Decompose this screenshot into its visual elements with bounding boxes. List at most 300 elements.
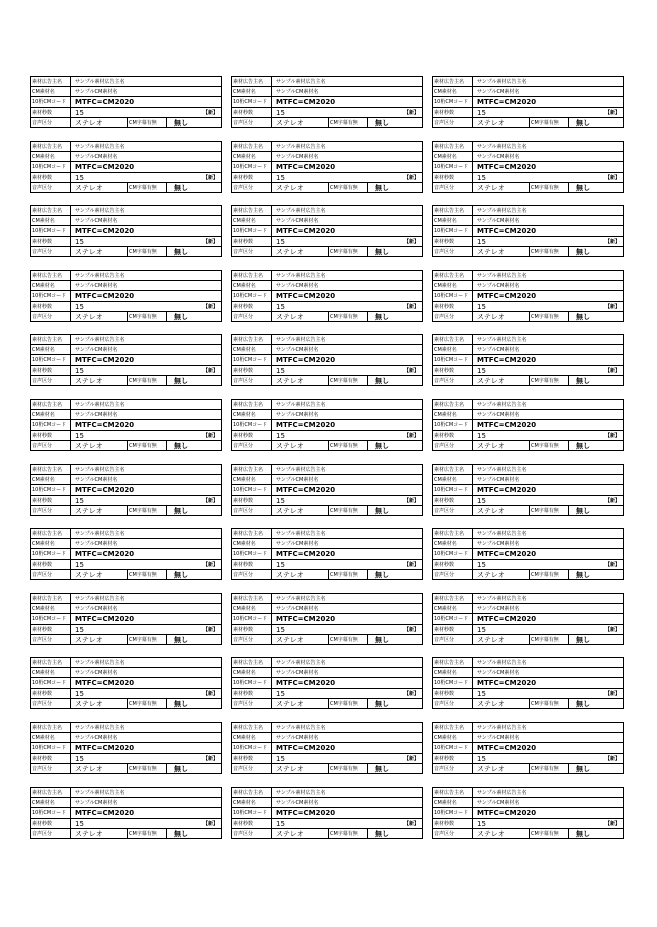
code-value: MTFC=CM2020 — [276, 98, 336, 106]
seconds-key: 素材秒数 — [232, 108, 272, 117]
new-tag: 【新】 — [202, 368, 218, 374]
audio-value: ステレオ — [276, 700, 304, 708]
caption-key: CM字幕有無 — [529, 635, 569, 645]
seconds-row — [433, 754, 623, 764]
code-row — [433, 549, 623, 560]
material-name-key: CM素材名 — [31, 604, 71, 613]
audio-value: ステレオ — [75, 830, 103, 838]
seconds-value: 15 — [477, 109, 486, 117]
seconds-key: 素材秒数 — [31, 431, 71, 440]
audio-row — [232, 183, 422, 193]
advertiser-value: サンプル素材広告主名 — [75, 725, 125, 731]
code-row — [232, 678, 422, 689]
material-name-row — [433, 733, 623, 743]
audio-key: 音声区分 — [31, 764, 71, 774]
seconds-value: 15 — [75, 174, 84, 182]
audio-row — [433, 635, 623, 645]
audio-key: 音声区分 — [232, 247, 272, 257]
advertiser-value: サンプル素材広告主名 — [276, 725, 326, 731]
material-name-value: サンプルCM素材名 — [276, 800, 319, 806]
advertiser-row — [31, 271, 221, 281]
advertiser-key: 素材広告主名 — [232, 594, 272, 603]
material-label — [432, 334, 624, 386]
advertiser-row — [433, 529, 623, 539]
material-name-value: サンプルCM素材名 — [276, 606, 319, 612]
material-label — [432, 464, 624, 516]
code-key: 10桁CMコード — [232, 97, 272, 107]
material-name-value: サンプルCM素材名 — [477, 347, 520, 353]
code-value: MTFC=CM2020 — [276, 227, 336, 235]
audio-row — [31, 376, 221, 386]
advertiser-key: 素材広告主名 — [31, 788, 71, 797]
advertiser-row — [31, 77, 221, 87]
caption-key: CM字幕有無 — [529, 312, 569, 322]
seconds-key: 素材秒数 — [232, 431, 272, 440]
advertiser-key: 素材広告主名 — [433, 465, 473, 474]
audio-key: 音声区分 — [232, 829, 272, 839]
caption-key: CM字幕有無 — [328, 829, 368, 839]
advertiser-row — [232, 142, 422, 152]
code-key: 10桁CMコード — [232, 162, 272, 172]
material-name-key: CM素材名 — [31, 345, 71, 354]
seconds-row — [232, 754, 422, 764]
code-key: 10桁CMコード — [31, 291, 71, 301]
code-row — [433, 808, 623, 819]
caption-value: 無し — [576, 377, 590, 385]
seconds-key: 素材秒数 — [31, 108, 71, 117]
advertiser-row — [232, 529, 422, 539]
advertiser-key: 素材広告主名 — [232, 788, 272, 797]
audio-row — [232, 441, 422, 451]
advertiser-row — [232, 658, 422, 668]
code-key: 10桁CMコード — [31, 743, 71, 753]
code-row — [31, 291, 221, 302]
code-value: MTFC=CM2020 — [276, 292, 336, 300]
material-label — [30, 528, 222, 580]
material-name-key: CM素材名 — [433, 87, 473, 96]
advertiser-value: サンプル素材広告主名 — [75, 144, 125, 150]
code-value: MTFC=CM2020 — [276, 356, 336, 364]
seconds-value: 15 — [477, 820, 486, 828]
caption-value: 無し — [174, 765, 188, 773]
advertiser-value: サンプル素材広告主名 — [477, 337, 527, 343]
seconds-value: 15 — [75, 626, 84, 634]
advertiser-key: 素材広告主名 — [232, 271, 272, 280]
seconds-key: 素材秒数 — [31, 237, 71, 246]
seconds-row — [31, 496, 221, 506]
new-tag: 【新】 — [202, 821, 218, 827]
advertiser-row — [232, 788, 422, 798]
code-key: 10桁CMコード — [433, 355, 473, 365]
audio-row — [433, 247, 623, 257]
caption-key: CM字幕有無 — [529, 118, 569, 128]
seconds-key: 素材秒数 — [433, 560, 473, 569]
caption-key: CM字幕有無 — [529, 441, 569, 451]
code-value: MTFC=CM2020 — [75, 421, 135, 429]
code-value: MTFC=CM2020 — [477, 550, 537, 558]
advertiser-row — [232, 465, 422, 475]
advertiser-row — [232, 206, 422, 216]
audio-key: 音声区分 — [433, 764, 473, 774]
code-row — [433, 162, 623, 173]
material-name-key: CM素材名 — [232, 87, 272, 96]
caption-value: 無し — [375, 377, 389, 385]
material-name-key: CM素材名 — [31, 281, 71, 290]
seconds-value: 15 — [477, 174, 486, 182]
seconds-key: 素材秒数 — [31, 625, 71, 634]
audio-row — [31, 699, 221, 709]
seconds-key: 素材秒数 — [433, 625, 473, 634]
caption-value: 無し — [174, 248, 188, 256]
material-label — [231, 205, 423, 257]
material-name-key: CM素材名 — [232, 539, 272, 548]
code-value: MTFC=CM2020 — [75, 227, 135, 235]
code-row — [31, 549, 221, 560]
audio-value: ステレオ — [75, 571, 103, 579]
material-label — [432, 141, 624, 193]
seconds-value: 15 — [477, 626, 486, 634]
advertiser-row — [31, 594, 221, 604]
audio-key: 音声区分 — [31, 570, 71, 580]
material-name-key: CM素材名 — [31, 216, 71, 225]
advertiser-row — [433, 594, 623, 604]
new-tag: 【新】 — [604, 304, 620, 310]
material-name-row — [31, 798, 221, 808]
advertiser-row — [31, 788, 221, 798]
audio-key: 音声区分 — [31, 829, 71, 839]
audio-key: 音声区分 — [433, 699, 473, 709]
material-name-row — [232, 668, 422, 678]
seconds-key: 素材秒数 — [433, 689, 473, 698]
material-name-row — [232, 475, 422, 485]
caption-key: CM字幕有無 — [328, 570, 368, 580]
code-value: MTFC=CM2020 — [75, 744, 135, 752]
material-name-value: サンプルCM素材名 — [276, 477, 319, 483]
audio-row — [433, 829, 623, 839]
seconds-value: 15 — [477, 432, 486, 440]
seconds-row — [31, 625, 221, 635]
audio-value: ステレオ — [75, 700, 103, 708]
code-value: MTFC=CM2020 — [477, 809, 537, 817]
material-name-value: サンプルCM素材名 — [75, 541, 118, 547]
seconds-key: 素材秒数 — [232, 173, 272, 182]
audio-value: ステレオ — [276, 571, 304, 579]
material-label — [30, 464, 222, 516]
caption-key: CM字幕有無 — [127, 312, 167, 322]
caption-value: 無し — [375, 248, 389, 256]
seconds-row — [232, 173, 422, 183]
code-key: 10桁CMコード — [31, 420, 71, 430]
seconds-value: 15 — [75, 432, 84, 440]
material-name-key: CM素材名 — [31, 733, 71, 742]
audio-value: ステレオ — [75, 313, 103, 321]
audio-value: ステレオ — [276, 765, 304, 773]
audio-key: 音声区分 — [232, 441, 272, 451]
material-name-row — [232, 345, 422, 355]
material-name-value: サンプルCM素材名 — [276, 89, 319, 95]
advertiser-value: サンプル素材広告主名 — [276, 790, 326, 796]
audio-value: ステレオ — [477, 248, 505, 256]
caption-value: 無し — [375, 119, 389, 127]
seconds-row — [31, 754, 221, 764]
caption-value: 無し — [375, 313, 389, 321]
code-row — [31, 808, 221, 819]
audio-row — [232, 699, 422, 709]
seconds-key: 素材秒数 — [433, 366, 473, 375]
code-row — [31, 226, 221, 237]
seconds-key: 素材秒数 — [433, 819, 473, 828]
advertiser-row — [232, 335, 422, 345]
caption-key: CM字幕有無 — [328, 441, 368, 451]
advertiser-row — [433, 271, 623, 281]
audio-value: ステレオ — [276, 830, 304, 838]
seconds-key: 素材秒数 — [433, 237, 473, 246]
material-label — [231, 528, 423, 580]
material-name-value: サンプルCM素材名 — [276, 541, 319, 547]
seconds-key: 素材秒数 — [433, 754, 473, 763]
material-name-key: CM素材名 — [31, 539, 71, 548]
audio-key: 音声区分 — [31, 376, 71, 386]
advertiser-value: サンプル素材広告主名 — [75, 208, 125, 214]
new-tag: 【新】 — [202, 175, 218, 181]
material-name-key: CM素材名 — [433, 475, 473, 484]
material-name-key: CM素材名 — [433, 539, 473, 548]
advertiser-value: サンプル素材広告主名 — [276, 273, 326, 279]
advertiser-value: サンプル素材広告主名 — [477, 531, 527, 537]
audio-value: ステレオ — [276, 442, 304, 450]
audio-key: 音声区分 — [433, 441, 473, 451]
seconds-key: 素材秒数 — [31, 366, 71, 375]
caption-key: CM字幕有無 — [127, 247, 167, 257]
code-key: 10桁CMコード — [433, 162, 473, 172]
audio-value: ステレオ — [477, 184, 505, 192]
advertiser-key: 素材広告主名 — [31, 723, 71, 732]
caption-key: CM字幕有無 — [328, 247, 368, 257]
caption-value: 無し — [576, 442, 590, 450]
seconds-value: 15 — [276, 626, 285, 634]
audio-row — [232, 376, 422, 386]
seconds-row — [232, 108, 422, 118]
code-value: MTFC=CM2020 — [276, 163, 336, 171]
code-key: 10桁CMコード — [232, 485, 272, 495]
material-name-row — [31, 152, 221, 162]
advertiser-key: 素材広告主名 — [31, 594, 71, 603]
audio-value: ステレオ — [477, 571, 505, 579]
code-value: MTFC=CM2020 — [276, 679, 336, 687]
seconds-value: 15 — [276, 174, 285, 182]
seconds-row — [31, 689, 221, 699]
material-name-value: サンプルCM素材名 — [477, 218, 520, 224]
caption-value: 無し — [576, 700, 590, 708]
new-tag: 【新】 — [202, 110, 218, 116]
material-name-row — [433, 345, 623, 355]
caption-value: 無し — [375, 442, 389, 450]
audio-key: 音声区分 — [433, 376, 473, 386]
seconds-key: 素材秒数 — [31, 173, 71, 182]
advertiser-row — [433, 142, 623, 152]
material-name-key: CM素材名 — [433, 345, 473, 354]
advertiser-value: サンプル素材広告主名 — [477, 790, 527, 796]
advertiser-key: 素材広告主名 — [31, 77, 71, 86]
code-key: 10桁CMコード — [433, 614, 473, 624]
code-row — [433, 226, 623, 237]
advertiser-value: サンプル素材広告主名 — [75, 596, 125, 602]
code-key: 10桁CMコード — [31, 808, 71, 818]
code-row — [232, 485, 422, 496]
code-key: 10桁CMコード — [433, 678, 473, 688]
seconds-row — [232, 431, 422, 441]
caption-value: 無し — [375, 571, 389, 579]
advertiser-row — [31, 206, 221, 216]
code-row — [232, 420, 422, 431]
caption-value: 無し — [174, 507, 188, 515]
audio-key: 音声区分 — [31, 312, 71, 322]
material-name-key: CM素材名 — [433, 798, 473, 807]
code-row — [232, 743, 422, 754]
code-key: 10桁CMコード — [433, 420, 473, 430]
audio-value: ステレオ — [75, 377, 103, 385]
seconds-row — [232, 496, 422, 506]
material-name-value: サンプルCM素材名 — [75, 670, 118, 676]
new-tag: 【新】 — [403, 175, 419, 181]
audio-row — [232, 312, 422, 322]
caption-value: 無し — [174, 119, 188, 127]
material-name-key: CM素材名 — [433, 410, 473, 419]
material-name-key: CM素材名 — [232, 604, 272, 613]
audio-key: 音声区分 — [433, 183, 473, 193]
material-name-row — [31, 410, 221, 420]
caption-key: CM字幕有無 — [127, 635, 167, 645]
seconds-value: 15 — [477, 238, 486, 246]
audio-key: 音声区分 — [232, 183, 272, 193]
advertiser-value: サンプル素材広告主名 — [276, 144, 326, 150]
caption-value: 無し — [576, 119, 590, 127]
audio-value: ステレオ — [477, 119, 505, 127]
seconds-row — [31, 108, 221, 118]
advertiser-key: 素材広告主名 — [232, 529, 272, 538]
material-label — [432, 722, 624, 774]
seconds-key: 素材秒数 — [31, 689, 71, 698]
material-name-value: サンプルCM素材名 — [276, 283, 319, 289]
caption-key: CM字幕有無 — [328, 506, 368, 516]
advertiser-row — [232, 594, 422, 604]
advertiser-value: サンプル素材広告主名 — [477, 467, 527, 473]
advertiser-value: サンプル素材広告主名 — [477, 660, 527, 666]
caption-value: 無し — [174, 571, 188, 579]
seconds-value: 15 — [276, 303, 285, 311]
advertiser-key: 素材広告主名 — [433, 529, 473, 538]
code-row — [31, 614, 221, 625]
audio-value: ステレオ — [477, 636, 505, 644]
caption-key: CM字幕有無 — [328, 183, 368, 193]
audio-value: ステレオ — [75, 442, 103, 450]
code-value: MTFC=CM2020 — [477, 679, 537, 687]
material-name-row — [31, 87, 221, 97]
advertiser-value: サンプル素材広告主名 — [276, 531, 326, 537]
material-name-row — [232, 281, 422, 291]
material-label — [432, 528, 624, 580]
material-label — [432, 399, 624, 451]
material-name-key: CM素材名 — [433, 152, 473, 161]
advertiser-value: サンプル素材広告主名 — [276, 660, 326, 666]
code-value: MTFC=CM2020 — [75, 809, 135, 817]
code-row — [232, 355, 422, 366]
seconds-row — [433, 366, 623, 376]
new-tag: 【新】 — [403, 304, 419, 310]
material-label — [30, 787, 222, 839]
seconds-row — [433, 108, 623, 118]
seconds-row — [433, 431, 623, 441]
material-name-key: CM素材名 — [232, 281, 272, 290]
material-name-value: サンプルCM素材名 — [75, 606, 118, 612]
code-row — [31, 420, 221, 431]
code-key: 10桁CMコード — [433, 97, 473, 107]
caption-key: CM字幕有無 — [529, 764, 569, 774]
audio-row — [433, 699, 623, 709]
material-name-row — [31, 668, 221, 678]
caption-key: CM字幕有無 — [328, 312, 368, 322]
material-label — [231, 464, 423, 516]
caption-key: CM字幕有無 — [328, 376, 368, 386]
code-key: 10桁CMコード — [31, 97, 71, 107]
advertiser-value: サンプル素材広告主名 — [75, 660, 125, 666]
audio-value: ステレオ — [75, 119, 103, 127]
material-name-row — [433, 668, 623, 678]
seconds-key: 素材秒数 — [31, 754, 71, 763]
material-name-value: サンプルCM素材名 — [477, 283, 520, 289]
material-name-value: サンプルCM素材名 — [75, 477, 118, 483]
material-name-row — [232, 798, 422, 808]
seconds-key: 素材秒数 — [31, 496, 71, 505]
code-row — [433, 420, 623, 431]
caption-value: 無し — [576, 313, 590, 321]
audio-value: ステレオ — [276, 248, 304, 256]
audio-row — [232, 635, 422, 645]
seconds-value: 15 — [276, 820, 285, 828]
advertiser-row — [433, 206, 623, 216]
material-name-row — [31, 539, 221, 549]
material-label — [432, 205, 624, 257]
caption-key: CM字幕有無 — [127, 441, 167, 451]
material-name-key: CM素材名 — [31, 87, 71, 96]
seconds-value: 15 — [75, 820, 84, 828]
advertiser-key: 素材広告主名 — [433, 77, 473, 86]
advertiser-key: 素材広告主名 — [31, 400, 71, 409]
code-key: 10桁CMコード — [232, 549, 272, 559]
advertiser-row — [232, 400, 422, 410]
material-label — [432, 270, 624, 322]
code-value: MTFC=CM2020 — [75, 550, 135, 558]
seconds-key: 素材秒数 — [232, 496, 272, 505]
caption-value: 無し — [174, 377, 188, 385]
seconds-row — [232, 302, 422, 312]
material-name-key: CM素材名 — [232, 216, 272, 225]
advertiser-value: サンプル素材広告主名 — [477, 208, 527, 214]
audio-key: 音声区分 — [232, 764, 272, 774]
audio-key: 音声区分 — [232, 506, 272, 516]
audio-key: 音声区分 — [31, 699, 71, 709]
material-name-row — [433, 798, 623, 808]
audio-row — [31, 635, 221, 645]
material-label — [30, 657, 222, 709]
material-label — [432, 593, 624, 645]
audio-row — [232, 764, 422, 774]
caption-value: 無し — [576, 571, 590, 579]
new-tag: 【新】 — [604, 175, 620, 181]
caption-key: CM字幕有無 — [127, 506, 167, 516]
caption-key: CM字幕有無 — [127, 570, 167, 580]
code-key: 10桁CMコード — [31, 549, 71, 559]
